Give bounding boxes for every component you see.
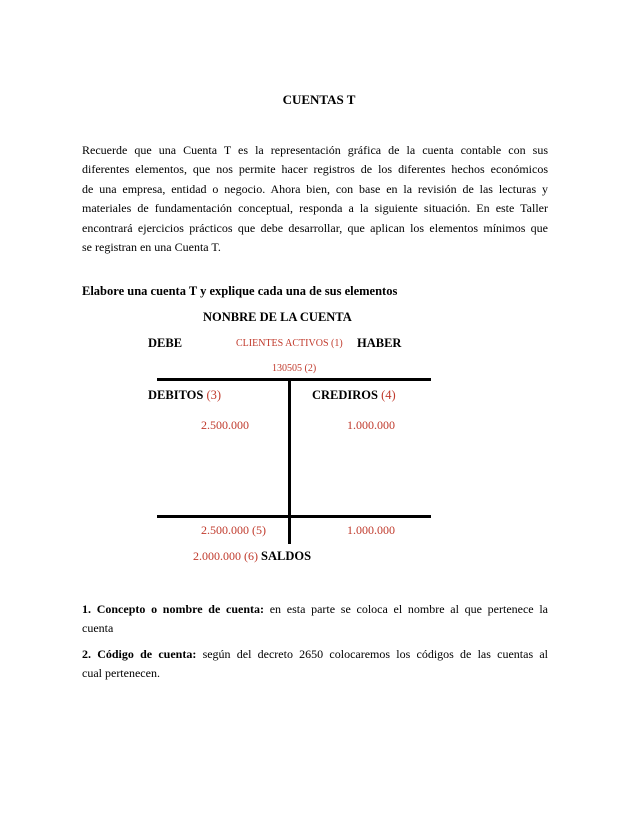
item-1-text: en esta parte se coloca el nombre al que pertenece la: [269, 602, 548, 616]
debitos-number: (3): [206, 388, 222, 402]
item-2-text: según del decreto 2650 colocaremos los códigos de las cuentas al: [202, 647, 548, 661]
debit-entry: 2.500.000: [201, 418, 249, 432]
haber-label: HABER: [357, 336, 402, 350]
t-account-total-line: [157, 515, 431, 518]
item-1: [82, 600, 548, 639]
creditos-number: (4): [381, 388, 396, 402]
debitos-label: DEBITOS: [148, 388, 204, 402]
account-name-annotation: CLIENTES ACTIVOS (1): [236, 338, 343, 349]
balance-value: 2.000.000 (6): [193, 549, 258, 563]
intro-line: se registran en una Cuenta T.: [82, 239, 221, 254]
account-name-heading: NONBRE DE LA CUENTA: [203, 310, 352, 324]
intro-line: de una empresa, entidad o negocio. Ahora bien, con base en la revisión de las lecturas y: [82, 181, 548, 196]
intro-line: diferentes elementos, que nos permite hacer registros de los diferentes hechos económicos: [82, 162, 548, 177]
item-2-text-continued: cual pertenecen.: [82, 666, 160, 681]
credit-total: 1.000.000: [347, 523, 395, 537]
balance-label: SALDOS: [261, 549, 312, 563]
item-1-heading: 1. Concepto o nombre de cuenta:: [82, 602, 264, 616]
t-account-vertical-line: [288, 378, 291, 544]
t-account-top-line: [157, 378, 431, 381]
debitos-heading: [148, 388, 221, 403]
intro-line: materiales de fundamentación conceptual, responda a la siguiente situación. En este Taller: [82, 201, 548, 216]
intro-paragraph: [82, 141, 548, 257]
debe-label: DEBE: [148, 336, 183, 350]
balance-row: [193, 549, 311, 564]
item-2: [82, 645, 548, 684]
item-2-heading: 2. Código de cuenta:: [82, 647, 197, 661]
credit-entry: 1.000.000: [347, 418, 395, 432]
page-title: CUENTAS T: [282, 92, 356, 107]
intro-line: Recuerde que una Cuenta T es la representación gráfica de la cuenta contable con sus: [82, 143, 548, 157]
creditos-heading: [312, 388, 396, 403]
debit-total: 2.500.000 (5): [201, 523, 266, 537]
account-code: 130505 (2): [272, 363, 317, 374]
intro-line: encontrará ejercicios prácticos que debe desarrollar, que aplican los elementos mínimos que: [82, 220, 548, 235]
item-1-text-continued: cuenta: [82, 621, 114, 636]
creditos-label: CREDIROS: [312, 388, 378, 402]
exercise-question: Elabore una cuenta T y explique cada una de sus elementos: [82, 284, 398, 298]
